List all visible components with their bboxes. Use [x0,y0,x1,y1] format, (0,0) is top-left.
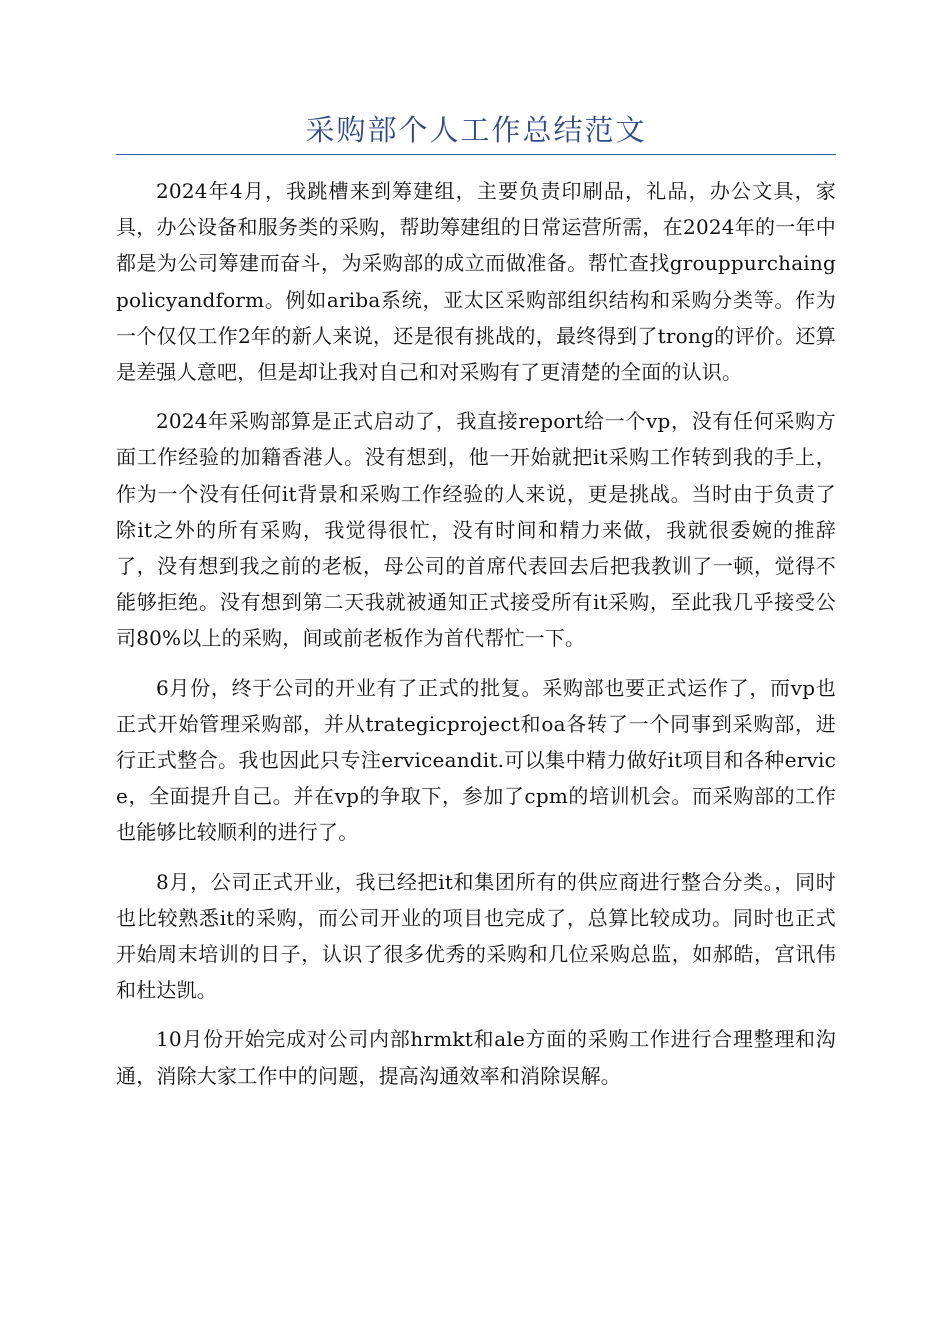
paragraph-2: 2024年采购部算是正式启动了，我直接report给一个vp，没有任何采购方面工作经验的加籍香港人。没有想到，他一开始就把it采购工作转到我的手上，作为一个没有任何it背景和采购工作经验的人来说，更是挑战。当时由于负责了除it之外的所有采购，我觉得很忙，没有时间和精力来做，我就很委婉的推辞了，没有想到我之前的老板，母公司的首席代表回去后把我教训了一顿，觉得不能够拒绝。没有想到第二天我就被通知正式接受所有it采购，至此我几乎接受公司80%以上的采购，间或前老板作为首代帮忙一下。 [116,409,836,651]
paragraph-4: 8月，公司正式开业，我已经把it和集团所有的供应商进行整合分类。，同时也比较熟悉it的采购，而公司开业的项目也完成了，总算比较成功。同时也正式开始周末培训的日子，认识了很多优秀的采购和几位采购总监，如郝皓，宫讯伟和杜达凯。 [116,869,836,1003]
paragraph-3: 6月份，终于公司的开业有了正式的批复。采购部也要正式运作了，而vp也正式开始管理采购部，并从trategicproject和oa各转了一个同事到采购部，进行正式整合。我也因此只专注erviceandit.可以集中精力做好it项目和各种ervice，全面提升自己。并在vp的争取下，参加了cpm的培训机会。而采购部的工作也能够比较顺利的进行了。 [116,675,836,845]
document-title: 采购部个人工作总结范文 [116,110,836,155]
document-page [116,110,836,1107]
paragraph-5: 10月份开始完成对公司内部hrmkt和ale方面的采购工作进行合理整理和沟通，消除大家工作中的问题，提高沟通效率和消除误解。 [116,1027,836,1088]
document-body [116,173,836,1094]
paragraph-1: 2024年4月，我跳槽来到筹建组，主要负责印刷品，礼品，办公文具，家具，办公设备和服务类的采购，帮助筹建组的日常运营所需，在2024年的一年中都是为公司筹建而奋斗，为采购部的成立而做准备。帮忙查找grouppurchaingpolicyandform。例如ariba系统，亚太区采购部组织结构和采购分类等。作为一个仅仅工作2年的新人来说，还是很有挑战的，最终得到了trong的评价。还算是差强人意吧，但是却让我对自己和对采购有了更清楚的全面的认识。 [116,179,836,385]
